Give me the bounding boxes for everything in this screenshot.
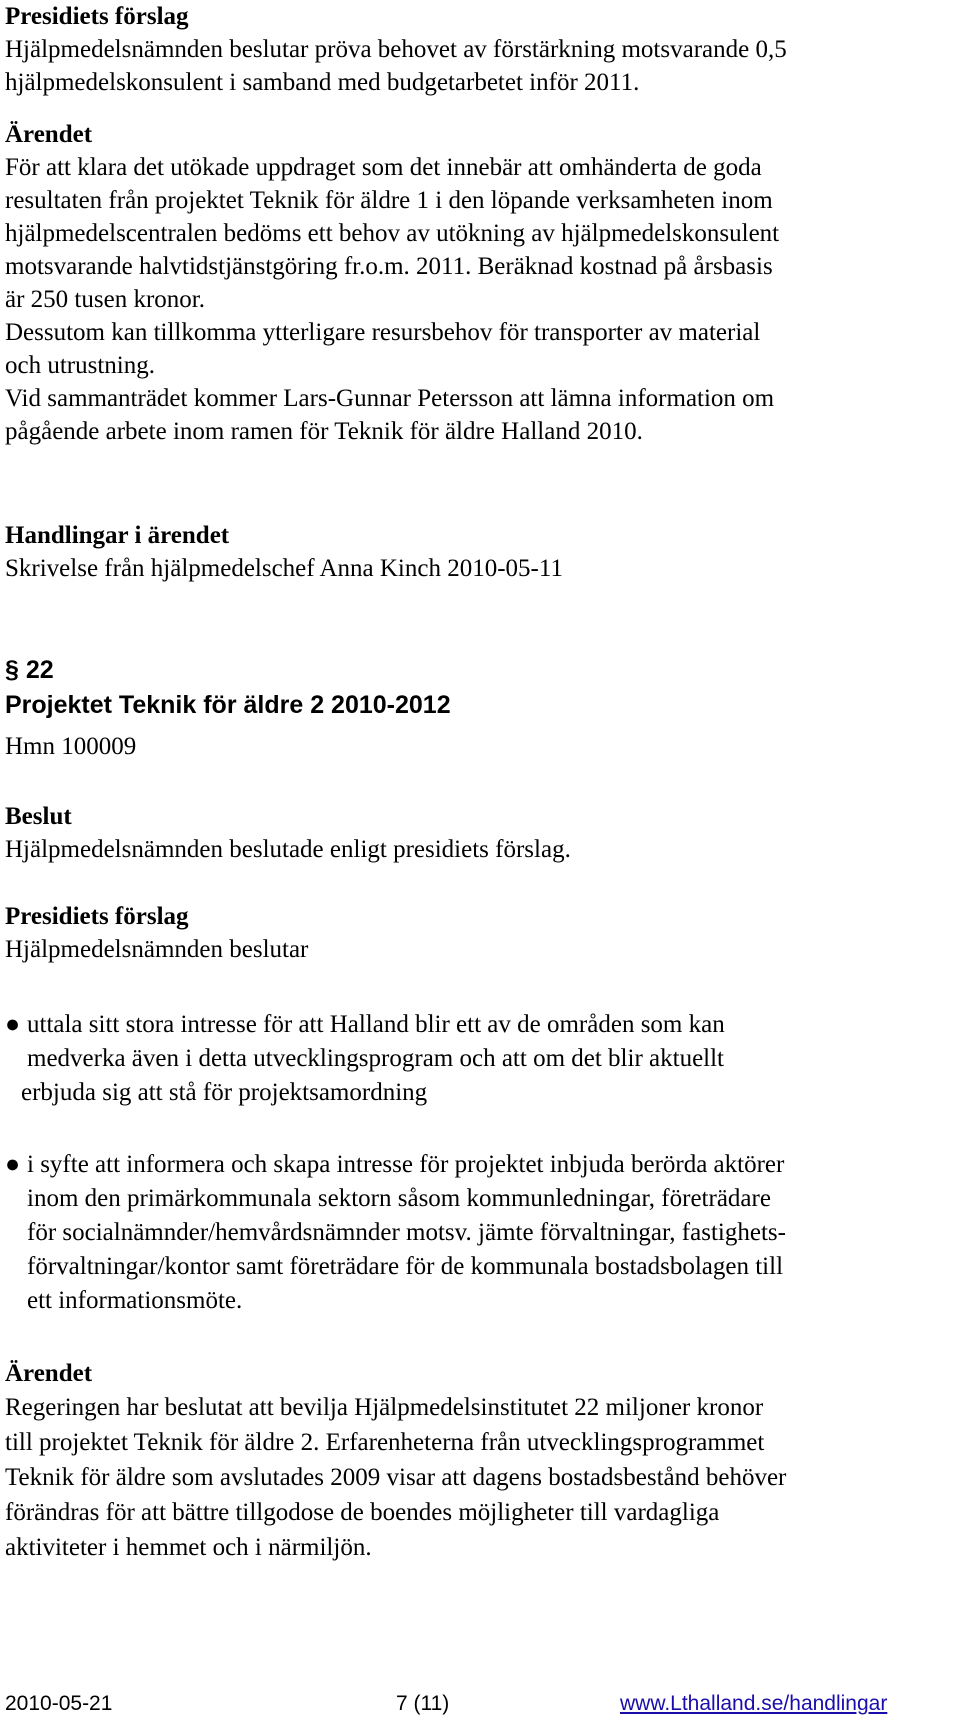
footer-link-text[interactable]: www.Lthalland.se/handlingar <box>620 1692 888 1715</box>
case-number: Hmn 100009 <box>5 733 137 760</box>
bullet-item <box>5 1008 953 1110</box>
handlingar-section <box>5 519 953 585</box>
bullet-text-line: inom den primärkommunala sektorn såsom kommunledningar, företrädare <box>27 1185 771 1212</box>
footer-date: 2010-05-21 <box>5 1692 113 1715</box>
text-line: För att klara det utökade uppdraget som det innebär att omhänderta de goda <box>5 154 762 181</box>
text-line: förändras för att bättre tillgodose de boendes möjligheter till vardagliga <box>5 1499 720 1526</box>
footer-page-number: 7 (11) <box>396 1692 450 1715</box>
bullet-text-line: förvaltningar/kontor samt företrädare för de kommunala bostadsbolagen till <box>27 1253 784 1280</box>
text-line: till projektet Teknik för äldre 2. Erfarenheterna från utvecklingsprogrammet <box>5 1429 765 1456</box>
presidiets-forslag-section-2 <box>5 900 953 966</box>
text-line: Hjälpmedelsnämnden beslutar <box>5 936 309 963</box>
text-line: är 250 tusen kronor. <box>5 286 205 313</box>
section-heading: Beslut <box>5 803 72 830</box>
bullet-dot-icon: ● <box>5 1151 21 1178</box>
presidiets-forslag-section-1 <box>5 0 953 99</box>
text-line: resultaten från projektet Teknik för äldre 1 i den löpande verksamheten inom <box>5 187 773 214</box>
bullet-text-line: för socialnämnder/hemvårdsnämnder motsv. jämte förvaltningar, fastighets- <box>27 1219 786 1246</box>
paragraph-section-header <box>5 654 953 722</box>
text-line: Skrivelse från hjälpmedelschef Anna Kinch 2010-05-11 <box>5 555 563 582</box>
bullet-text-line: medverka även i detta utvecklingsprogram och att om det blir aktuellt <box>27 1045 724 1072</box>
section-heading: Presidiets förslag <box>5 903 189 930</box>
bullet-text-line: erbjuda sig att stå för projektsamordning <box>21 1079 428 1106</box>
text-line: hjälpmedelskonsulent i samband med budgetarbetet inför 2011. <box>5 69 640 96</box>
text-line: hjälpmedelscentralen bedöms ett behov av utökning av hjälpmedelskonsulent <box>5 220 780 247</box>
bullet-text-line: ett informationsmöte. <box>27 1287 243 1314</box>
section-heading: Ärendet <box>5 1360 93 1387</box>
bullet-text-line: i syfte att informera och skapa intresse för projektet inbjuda berörda aktörer <box>27 1151 785 1178</box>
section-number: § 22 <box>5 656 54 684</box>
text-line: Dessutom kan tillkomma ytterligare resursbehov för transporter av material <box>5 319 761 346</box>
section-heading: Presidiets förslag <box>5 3 189 30</box>
section-heading: Handlingar i ärendet <box>5 522 230 549</box>
beslut-section <box>5 800 953 866</box>
bullet-dot-icon: ● <box>5 1011 21 1038</box>
section-heading: Ärendet <box>5 121 93 148</box>
arendet-section-1 <box>5 118 953 448</box>
bullet-text-line: uttala sitt stora intresse för att Halland blir ett av de områden som kan <box>27 1011 725 1038</box>
text-line: Regeringen har beslutat att bevilja Hjälpmedelsinstitutet 22 miljoner kronor <box>5 1394 764 1421</box>
text-line: och utrustning. <box>5 352 155 379</box>
bullet-item <box>5 1148 953 1318</box>
text-line: Hjälpmedelsnämnden beslutar pröva behovet av förstärkning motsvarande 0,5 <box>5 36 787 63</box>
text-line: aktiviteter i hemmet och i närmiljön. <box>5 1534 372 1561</box>
case-reference <box>5 730 953 763</box>
footer-link[interactable] <box>620 1692 887 1716</box>
text-line: Vid sammanträdet kommer Lars-Gunnar Petersson att lämna information om <box>5 385 775 412</box>
text-line: Teknik för äldre som avslutades 2009 visar att dagens bostadsbestånd behöver <box>5 1464 787 1491</box>
text-line: Hjälpmedelsnämnden beslutade enligt presidiets förslag. <box>5 836 571 863</box>
section-title: Projektet Teknik för äldre 2 2010-2012 <box>5 691 451 719</box>
text-line: pågående arbete inom ramen för Teknik för äldre Halland 2010. <box>5 418 643 445</box>
arendet-section-2 <box>5 1357 953 1565</box>
text-line: motsvarande halvtidstjänstgöring fr.o.m. 2011. Beräknad kostnad på årsbasis <box>5 253 773 280</box>
